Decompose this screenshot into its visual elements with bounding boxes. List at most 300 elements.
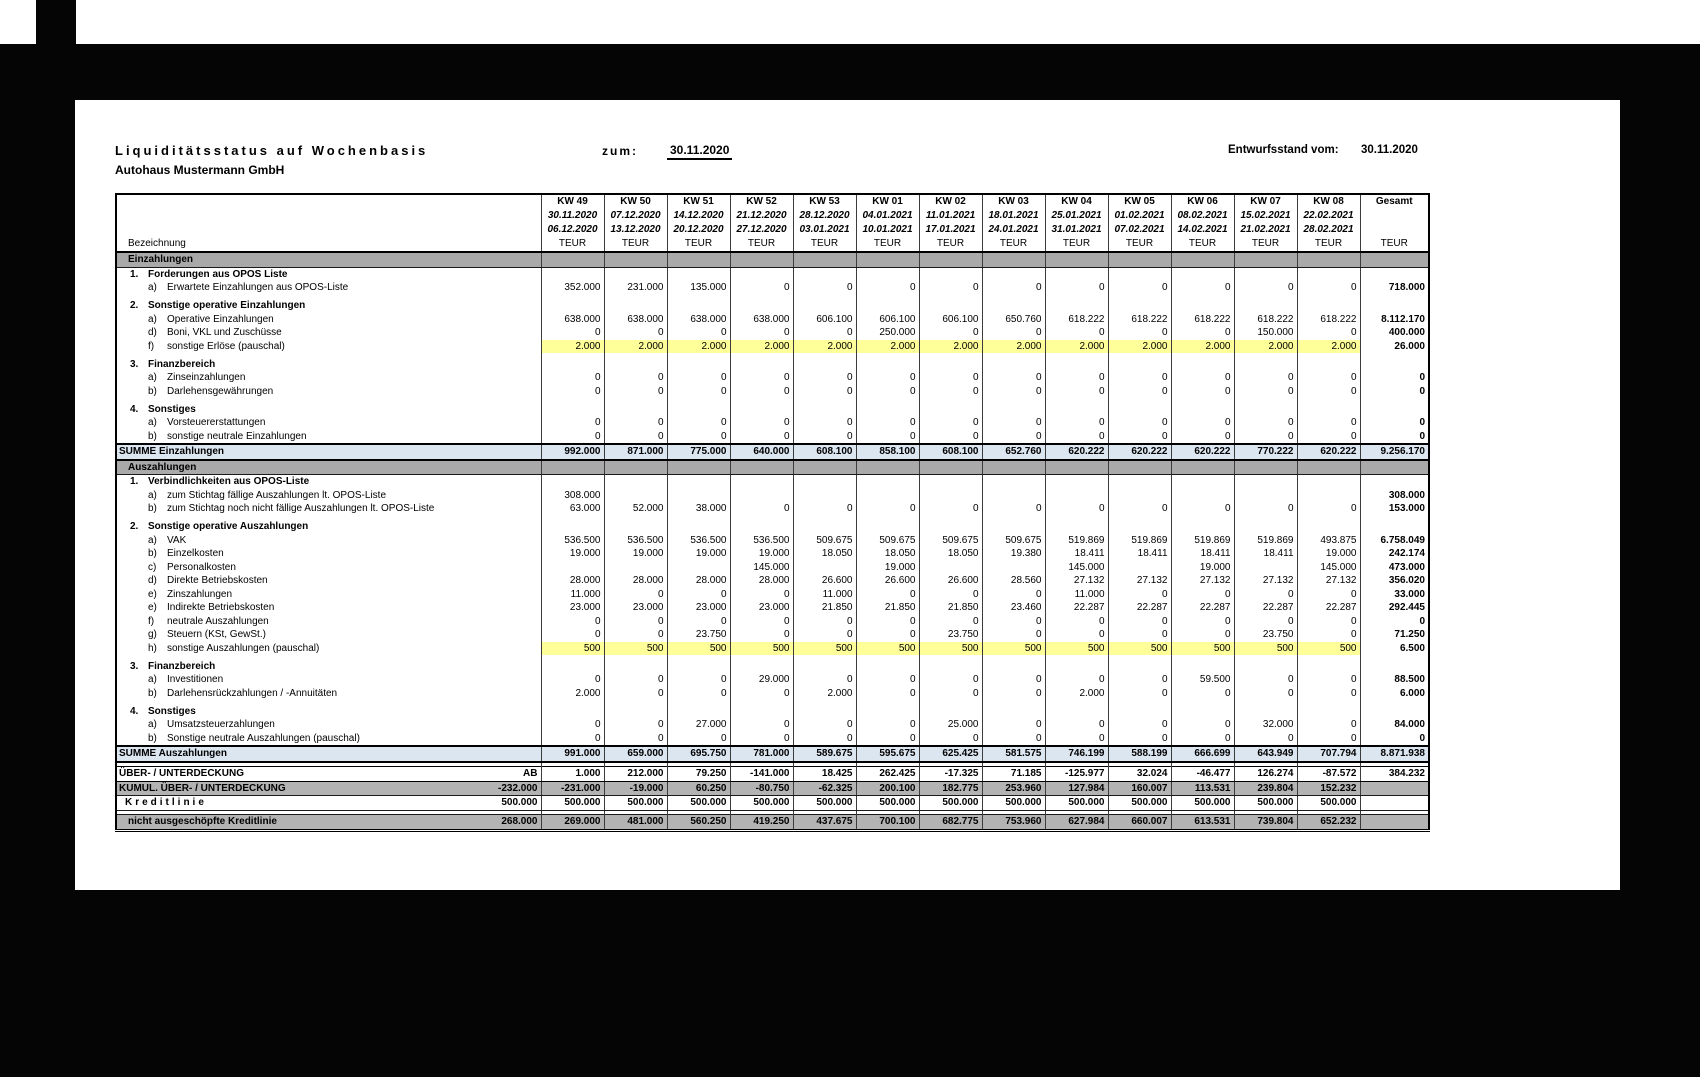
- week-header-line: TEUR: [810, 238, 839, 249]
- value-cell: 620.222: [1171, 444, 1234, 460]
- gesamt-cell: 26.000: [1360, 340, 1429, 354]
- gesamt-cell: 6.000: [1360, 687, 1429, 701]
- week-header-line: 11.01.2021: [925, 210, 976, 221]
- gesamt-cell: 6.758.049: [1360, 534, 1429, 548]
- value-cell: [1045, 705, 1108, 719]
- week-header-line: 20.12.2020: [673, 224, 724, 235]
- value-cell: [793, 489, 856, 503]
- value-cell: 0: [1171, 416, 1234, 430]
- gesamt-cell: 0: [1360, 732, 1429, 747]
- table-row: [116, 340, 1429, 354]
- value-cell: 0: [667, 430, 730, 445]
- value-cell: 0: [982, 385, 1045, 399]
- value-cell: 0: [730, 326, 793, 340]
- week-header-line: 18.01.2021: [988, 210, 1039, 221]
- value-cell: 23.460: [982, 601, 1045, 615]
- value-cell: 0: [1045, 416, 1108, 430]
- value-cell: 79.250: [667, 767, 730, 782]
- value-cell: 0: [1108, 588, 1171, 602]
- value-cell: [919, 705, 982, 719]
- value-cell: 0: [1171, 718, 1234, 732]
- value-cell: 0: [982, 430, 1045, 445]
- value-cell: [604, 520, 667, 534]
- row-label: Einzahlungen: [116, 252, 541, 267]
- value-cell: [919, 475, 982, 489]
- value-cell: 0: [856, 687, 919, 701]
- value-cell: [604, 561, 667, 575]
- value-cell: 0: [982, 687, 1045, 701]
- value-cell: 0: [1108, 687, 1171, 701]
- value-cell: 871.000: [604, 444, 667, 460]
- value-cell: 71.185: [982, 767, 1045, 782]
- value-cell: [856, 460, 919, 475]
- value-cell: 150.000: [1234, 326, 1297, 340]
- value-cell: 0: [1234, 615, 1297, 629]
- value-cell: 0: [541, 673, 604, 687]
- gesamt-cell: 356.020: [1360, 574, 1429, 588]
- liquidity-table-wrapper: [115, 193, 1430, 832]
- gesamt-cell: 384.232: [1360, 767, 1429, 782]
- row-label: Auszahlungen: [116, 460, 541, 475]
- value-cell: 0: [982, 718, 1045, 732]
- value-cell: 519.869: [1234, 534, 1297, 548]
- week-header-line: KW 49: [557, 196, 588, 207]
- value-cell: 0: [1045, 673, 1108, 687]
- gesamt-cell: 88.500: [1360, 673, 1429, 687]
- value-cell: [730, 489, 793, 503]
- value-cell: 0: [793, 326, 856, 340]
- value-cell: 500.000: [919, 796, 982, 811]
- value-cell: [1171, 403, 1234, 417]
- value-cell: 0: [1297, 673, 1360, 687]
- value-cell: 0: [1297, 502, 1360, 516]
- value-cell: 0: [856, 628, 919, 642]
- zum-date: 30.11.2020: [667, 143, 732, 160]
- value-cell: 2.000: [1234, 340, 1297, 354]
- value-cell: 2.000: [856, 340, 919, 354]
- value-cell: 0: [919, 281, 982, 295]
- value-cell: [1171, 705, 1234, 719]
- value-cell: 509.675: [919, 534, 982, 548]
- value-cell: 0: [793, 281, 856, 295]
- value-cell: 0: [919, 385, 982, 399]
- week-header-line: 30.11.2020: [547, 210, 598, 221]
- value-cell: 0: [1171, 615, 1234, 629]
- value-cell: 145.000: [1297, 561, 1360, 575]
- value-cell: 0: [1297, 326, 1360, 340]
- week-header-line: 27.12.2020: [736, 224, 787, 235]
- week-header-line: 04.01.2021: [862, 210, 913, 221]
- row-label: KUMUL. ÜBER- / UNTERDECKUNG -232.000: [116, 781, 541, 796]
- value-cell: [793, 252, 856, 267]
- value-cell: 0: [793, 673, 856, 687]
- value-cell: 618.222: [1045, 313, 1108, 327]
- row-label: b) sonstige neutrale Einzahlungen: [116, 430, 541, 445]
- value-cell: 0: [1297, 430, 1360, 445]
- value-cell: [1234, 267, 1297, 281]
- value-cell: 0: [1234, 281, 1297, 295]
- gesamt-cell: [1360, 460, 1429, 475]
- value-cell: 0: [1045, 371, 1108, 385]
- value-cell: 0: [1171, 502, 1234, 516]
- value-cell: 618.222: [1297, 313, 1360, 327]
- week-header-line: 06.12.2020: [547, 224, 598, 235]
- row-label: 3. Finanzbereich: [116, 660, 541, 674]
- value-cell: [793, 358, 856, 372]
- value-cell: 253.960: [982, 781, 1045, 796]
- value-cell: [982, 561, 1045, 575]
- value-cell: 500: [667, 642, 730, 656]
- value-cell: [919, 489, 982, 503]
- value-cell: 650.760: [982, 313, 1045, 327]
- table-row: [116, 746, 1429, 762]
- value-cell: 618.222: [1171, 313, 1234, 327]
- value-cell: [604, 489, 667, 503]
- document-page: [75, 100, 1620, 890]
- gesamt-cell: [1360, 299, 1429, 313]
- table-row: [116, 588, 1429, 602]
- table-header-row: [116, 194, 1429, 252]
- bezeichnung-label: Bezeichnung: [128, 238, 186, 249]
- table-row: [116, 601, 1429, 615]
- value-cell: [1171, 660, 1234, 674]
- value-cell: [1234, 475, 1297, 489]
- value-cell: 26.600: [919, 574, 982, 588]
- value-cell: 0: [982, 615, 1045, 629]
- value-cell: 608.100: [793, 444, 856, 460]
- row-label: f) sonstige Erlöse (pauschal): [116, 340, 541, 354]
- value-cell: 638.000: [730, 313, 793, 327]
- value-cell: [1108, 489, 1171, 503]
- value-cell: 63.000: [541, 502, 604, 516]
- value-cell: 519.869: [1108, 534, 1171, 548]
- week-header-line: KW 52: [746, 196, 777, 207]
- value-cell: 509.675: [856, 534, 919, 548]
- row-label: nicht ausgeschöpfte Kreditlinie 268.000: [116, 815, 541, 831]
- value-cell: 160.007: [1108, 781, 1171, 796]
- value-cell: 0: [604, 416, 667, 430]
- week-header-line: TEUR: [558, 238, 587, 249]
- week-header-line: 21.02.2021: [1240, 224, 1291, 235]
- table-row: [116, 718, 1429, 732]
- value-cell: [1171, 475, 1234, 489]
- value-cell: 638.000: [604, 313, 667, 327]
- row-label: a) VAK: [116, 534, 541, 548]
- value-cell: 536.500: [541, 534, 604, 548]
- value-cell: 0: [1045, 628, 1108, 642]
- row-label: 3. Finanzbereich: [116, 358, 541, 372]
- value-cell: [730, 252, 793, 267]
- value-cell: 0: [982, 281, 1045, 295]
- row-label: d) Direkte Betriebskosten: [116, 574, 541, 588]
- value-cell: [1108, 660, 1171, 674]
- value-cell: [604, 252, 667, 267]
- value-cell: 500: [793, 642, 856, 656]
- value-cell: [793, 460, 856, 475]
- value-cell: 519.869: [1045, 534, 1108, 548]
- table-row: [116, 489, 1429, 503]
- value-cell: [541, 267, 604, 281]
- value-cell: 0: [604, 687, 667, 701]
- value-cell: [541, 475, 604, 489]
- value-cell: [1297, 358, 1360, 372]
- week-header-line: TEUR: [747, 238, 776, 249]
- value-cell: 0: [1234, 385, 1297, 399]
- value-cell: [1108, 475, 1171, 489]
- value-cell: 28.000: [667, 574, 730, 588]
- value-cell: 0: [667, 588, 730, 602]
- week-header: [541, 194, 604, 252]
- value-cell: 2.000: [982, 340, 1045, 354]
- value-cell: 28.560: [982, 574, 1045, 588]
- value-cell: 0: [919, 588, 982, 602]
- value-cell: 200.100: [856, 781, 919, 796]
- week-header-line: 07.12.2020: [610, 210, 661, 221]
- value-cell: [982, 520, 1045, 534]
- value-cell: 2.000: [919, 340, 982, 354]
- value-cell: 19.000: [667, 547, 730, 561]
- value-cell: 707.794: [1297, 746, 1360, 762]
- value-cell: 0: [1045, 732, 1108, 747]
- table-row: [116, 520, 1429, 534]
- value-cell: 308.000: [541, 489, 604, 503]
- value-cell: 0: [982, 371, 1045, 385]
- value-cell: [1171, 489, 1234, 503]
- value-cell: 500.000: [856, 796, 919, 811]
- value-cell: 2.000: [541, 687, 604, 701]
- value-cell: 19.000: [1171, 561, 1234, 575]
- value-cell: 0: [604, 628, 667, 642]
- gesamt-cell: 153.000: [1360, 502, 1429, 516]
- value-cell: 27.000: [667, 718, 730, 732]
- value-cell: [1234, 460, 1297, 475]
- value-cell: 0: [793, 416, 856, 430]
- table-row: [116, 732, 1429, 747]
- table-row: [116, 767, 1429, 782]
- value-cell: 19.000: [730, 547, 793, 561]
- row-label: 4. Sonstiges: [116, 705, 541, 719]
- value-cell: 746.199: [1045, 746, 1108, 762]
- value-cell: 0: [919, 615, 982, 629]
- table-row: [116, 430, 1429, 445]
- value-cell: [667, 489, 730, 503]
- week-header-line: 10.01.2021: [862, 224, 913, 235]
- row-label: a) zum Stichtag fällige Auszahlungen lt. OPOS-Liste: [116, 489, 541, 503]
- row-label: a) Investitionen: [116, 673, 541, 687]
- table-row: [116, 444, 1429, 460]
- value-cell: 0: [730, 281, 793, 295]
- value-cell: [856, 660, 919, 674]
- week-header-line: 24.01.2021: [988, 224, 1039, 235]
- gesamt-cell: 9.256.170: [1360, 444, 1429, 460]
- gesamt-header: [1360, 194, 1429, 252]
- value-cell: [1171, 520, 1234, 534]
- value-cell: [604, 299, 667, 313]
- value-cell: 500.000: [730, 796, 793, 811]
- value-cell: 19.000: [1297, 547, 1360, 561]
- value-cell: 0: [1108, 326, 1171, 340]
- value-cell: 19.000: [541, 547, 604, 561]
- value-cell: [982, 460, 1045, 475]
- value-cell: 0: [1171, 687, 1234, 701]
- value-cell: [793, 475, 856, 489]
- value-cell: 0: [667, 673, 730, 687]
- value-cell: 0: [604, 430, 667, 445]
- value-cell: 0: [1045, 615, 1108, 629]
- table-row: [116, 796, 1429, 811]
- value-cell: 23.750: [1234, 628, 1297, 642]
- value-cell: [730, 267, 793, 281]
- table-row: [116, 502, 1429, 516]
- value-cell: 182.775: [919, 781, 982, 796]
- value-cell: 0: [919, 416, 982, 430]
- week-header-line: TEUR: [621, 238, 650, 249]
- value-cell: 18.411: [1234, 547, 1297, 561]
- table-row: [116, 371, 1429, 385]
- value-cell: [793, 520, 856, 534]
- value-cell: 0: [793, 718, 856, 732]
- row-label: ÜBER- / UNTERDECKUNG AB: [116, 767, 541, 782]
- top-white-strip: [0, 0, 1700, 44]
- value-cell: 0: [1297, 628, 1360, 642]
- value-cell: [1297, 460, 1360, 475]
- value-cell: [730, 705, 793, 719]
- value-cell: 52.000: [604, 502, 667, 516]
- value-cell: 753.960: [982, 815, 1045, 831]
- week-header: [1297, 194, 1360, 252]
- value-cell: 23.750: [919, 628, 982, 642]
- value-cell: 0: [856, 416, 919, 430]
- value-cell: 0: [919, 371, 982, 385]
- value-cell: 0: [541, 732, 604, 747]
- value-cell: [1234, 358, 1297, 372]
- value-cell: 500: [919, 642, 982, 656]
- value-cell: 618.222: [1108, 313, 1171, 327]
- value-cell: 269.000: [541, 815, 604, 831]
- week-header-line: KW 50: [620, 196, 651, 207]
- table-row: [116, 313, 1429, 327]
- table-row: [116, 299, 1429, 313]
- value-cell: 2.000: [667, 340, 730, 354]
- value-cell: 0: [667, 416, 730, 430]
- value-cell: 60.250: [667, 781, 730, 796]
- week-header-line: 28.02.2021: [1303, 224, 1354, 235]
- value-cell: [982, 267, 1045, 281]
- value-cell: 0: [982, 502, 1045, 516]
- value-cell: [1234, 403, 1297, 417]
- value-cell: 0: [856, 718, 919, 732]
- row-label: 1. Forderungen aus OPOS Liste: [116, 267, 541, 281]
- week-header-line: 14.12.2020: [673, 210, 724, 221]
- value-cell: 0: [919, 732, 982, 747]
- row-label: e) Indirekte Betriebskosten: [116, 601, 541, 615]
- value-cell: 0: [793, 385, 856, 399]
- value-cell: 625.425: [919, 746, 982, 762]
- top-strip-black-block: [36, 0, 76, 44]
- value-cell: 113.531: [1171, 781, 1234, 796]
- value-cell: [667, 460, 730, 475]
- value-cell: [793, 403, 856, 417]
- value-cell: 0: [541, 628, 604, 642]
- value-cell: [604, 475, 667, 489]
- value-cell: 0: [919, 673, 982, 687]
- week-header: [604, 194, 667, 252]
- value-cell: [1108, 358, 1171, 372]
- gesamt-cell: [1360, 815, 1429, 831]
- value-cell: [856, 267, 919, 281]
- value-cell: [1297, 267, 1360, 281]
- value-cell: [667, 475, 730, 489]
- row-label: c) Personalkosten: [116, 561, 541, 575]
- value-cell: [730, 403, 793, 417]
- gesamt-cell: [1360, 796, 1429, 811]
- gesamt-cell: 292.445: [1360, 601, 1429, 615]
- value-cell: [856, 252, 919, 267]
- value-cell: 0: [1045, 718, 1108, 732]
- value-cell: 0: [856, 588, 919, 602]
- value-cell: 620.222: [1108, 444, 1171, 460]
- week-header-line: TEUR: [1125, 238, 1154, 249]
- week-header-line: 07.02.2021: [1114, 224, 1165, 235]
- value-cell: 0: [541, 718, 604, 732]
- value-cell: 28.000: [604, 574, 667, 588]
- value-cell: -141.000: [730, 767, 793, 782]
- week-header-line: TEUR: [1062, 238, 1091, 249]
- row-label: SUMME Auszahlungen: [116, 746, 541, 762]
- value-cell: 22.287: [1297, 601, 1360, 615]
- value-cell: 0: [541, 615, 604, 629]
- value-cell: 500: [982, 642, 1045, 656]
- value-cell: 0: [730, 628, 793, 642]
- zum-label: zum:: [602, 144, 638, 158]
- value-cell: 0: [1171, 281, 1234, 295]
- gesamt-cell: [1360, 252, 1429, 267]
- table-row: [116, 574, 1429, 588]
- value-cell: 23.750: [667, 628, 730, 642]
- value-cell: [667, 403, 730, 417]
- value-cell: 135.000: [667, 281, 730, 295]
- value-cell: [730, 299, 793, 313]
- value-cell: 0: [1234, 687, 1297, 701]
- value-cell: [1045, 520, 1108, 534]
- value-cell: 239.804: [1234, 781, 1297, 796]
- gesamt-cell: [1360, 475, 1429, 489]
- row-label: 4. Sonstiges: [116, 403, 541, 417]
- value-cell: 18.425: [793, 767, 856, 782]
- value-cell: 262.425: [856, 767, 919, 782]
- value-cell: [1171, 252, 1234, 267]
- value-cell: 0: [730, 732, 793, 747]
- week-header-line: 17.01.2021: [925, 224, 976, 235]
- gesamt-cell: 0: [1360, 615, 1429, 629]
- value-cell: 500.000: [604, 796, 667, 811]
- value-cell: 19.000: [856, 561, 919, 575]
- value-cell: 2.000: [604, 340, 667, 354]
- value-cell: 0: [982, 628, 1045, 642]
- value-cell: [1171, 299, 1234, 313]
- value-cell: 775.000: [667, 444, 730, 460]
- value-cell: 0: [1045, 385, 1108, 399]
- value-cell: [730, 460, 793, 475]
- week-header-line: TEUR: [936, 238, 965, 249]
- row-label: Kreditlinie 500.000: [116, 796, 541, 811]
- row-label: 2. Sonstige operative Auszahlungen: [116, 520, 541, 534]
- row-label: a) Umsatzsteuerzahlungen: [116, 718, 541, 732]
- week-header-line: TEUR: [684, 238, 713, 249]
- gesamt-cell: 6.500: [1360, 642, 1429, 656]
- value-cell: 0: [1297, 588, 1360, 602]
- value-cell: [856, 299, 919, 313]
